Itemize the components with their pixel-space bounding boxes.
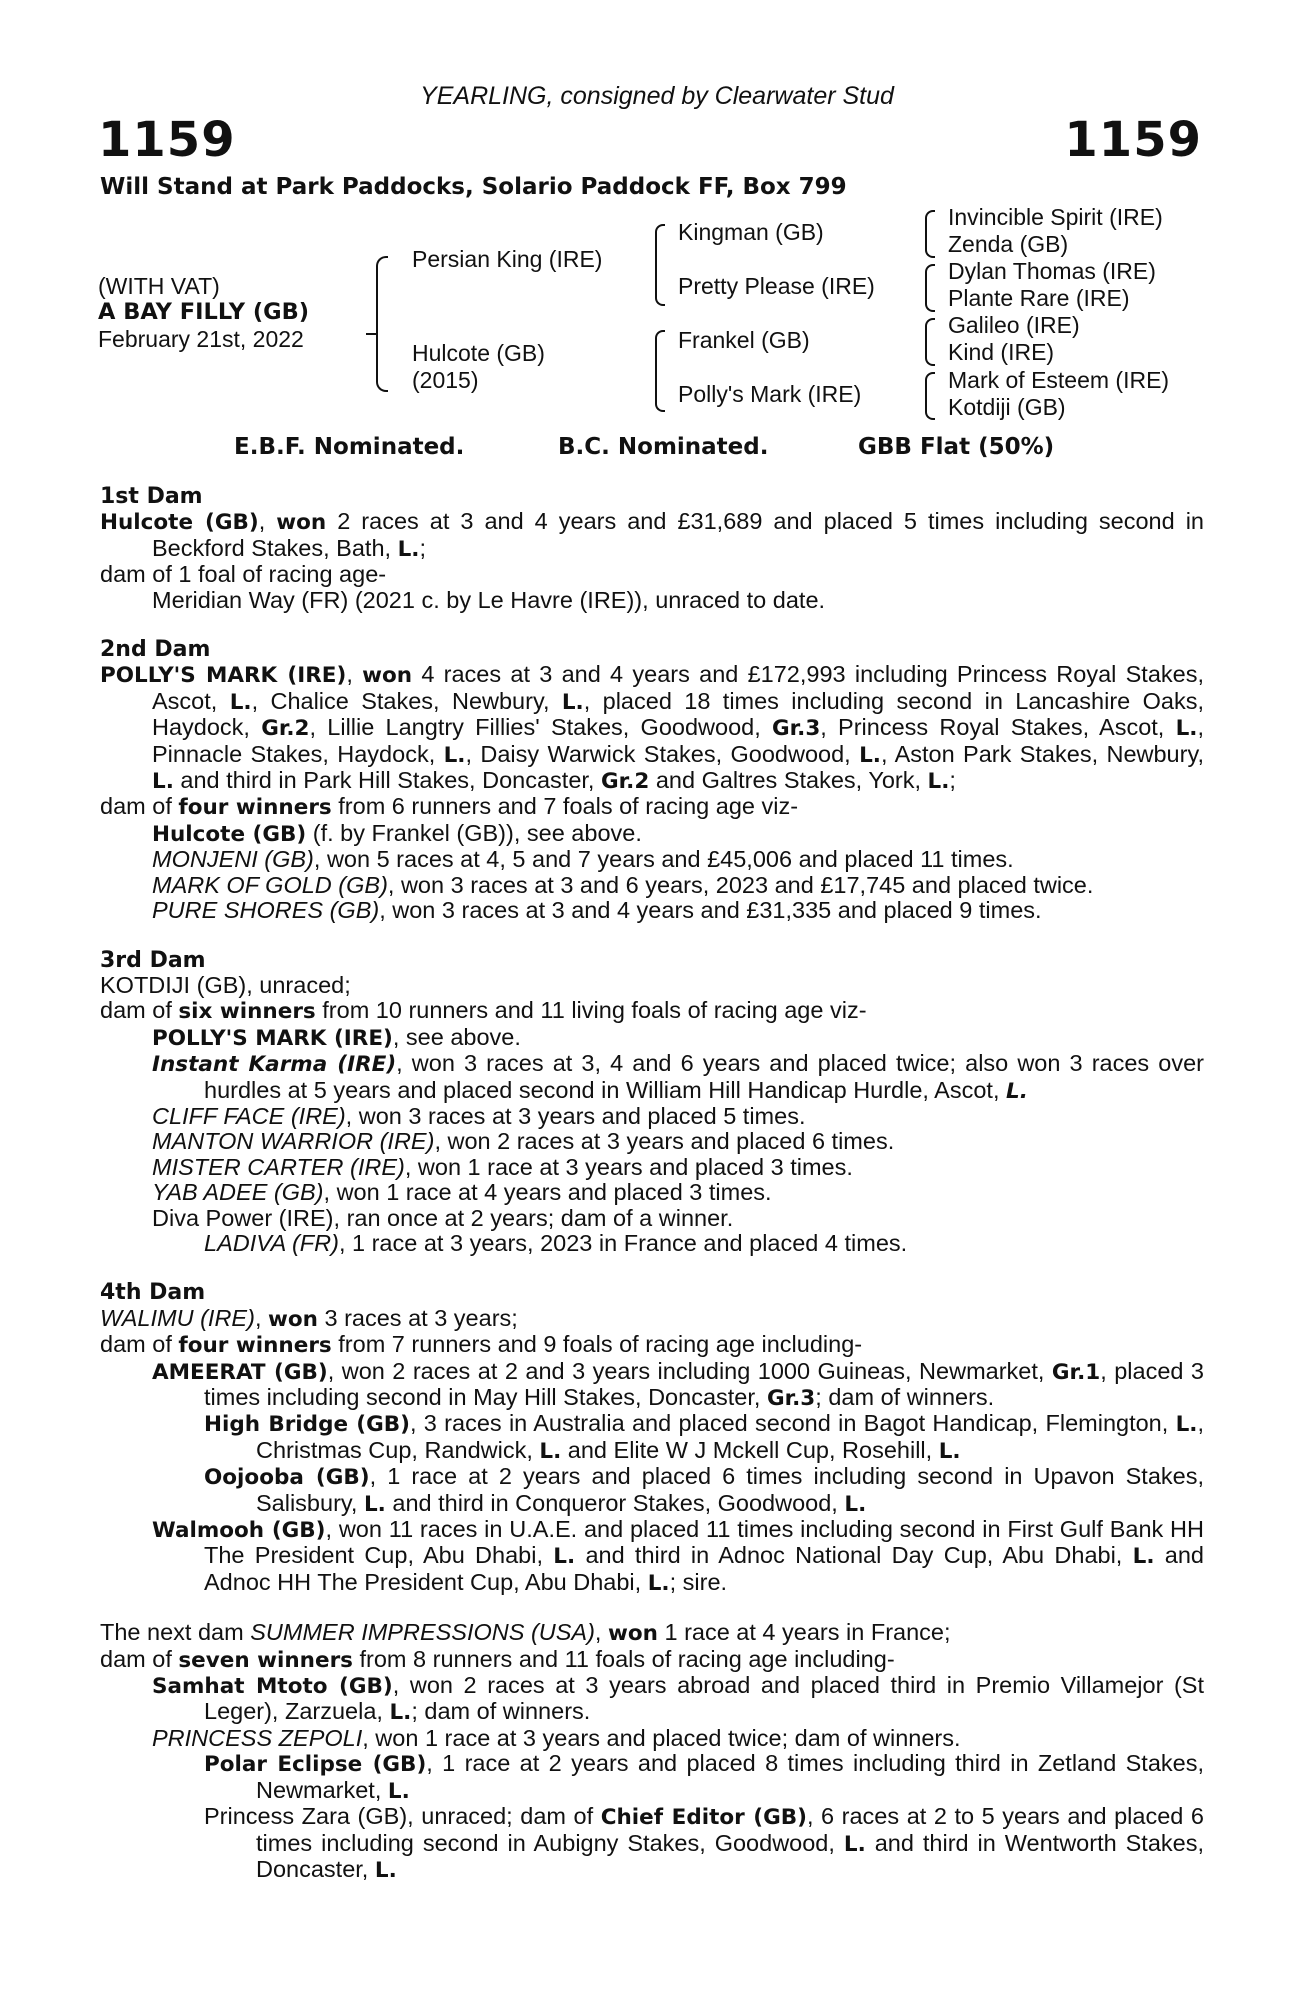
dam-name: WALIMU (IRE) bbox=[100, 1304, 255, 1331]
foal-entry bbox=[100, 821, 1204, 847]
brace bbox=[655, 330, 665, 372]
record-text: and Adnoc HH The President Cup, Abu Dhabi, bbox=[204, 1542, 1204, 1595]
foal-name: YAB ADEE (GB) bbox=[152, 1179, 324, 1206]
record-text: , 6 races at 2 to 5 years and placed 6 times including second in Aubigny Stakes, Goodwood, bbox=[256, 1803, 1204, 1856]
winners-count: seven winners bbox=[178, 1647, 353, 1673]
record-text: 2 races at 3 and 4 years and £31,689 and placed 5 times including second in Beckford Stakes, Bath, bbox=[152, 508, 1204, 561]
section-heading: 4th Dam bbox=[100, 1280, 206, 1306]
dam-record: KOTDIJI (GB), unraced; bbox=[100, 971, 351, 998]
listed-mark: L. bbox=[553, 1544, 576, 1570]
foal-entry bbox=[100, 1180, 1204, 1205]
listed-mark: L. bbox=[387, 1778, 410, 1804]
record-text: , 1 race at 3 years, 2023 in France and placed 4 times. bbox=[338, 1229, 908, 1256]
listed-mark: L. bbox=[229, 689, 252, 715]
dam-of-line bbox=[100, 1647, 1204, 1673]
ebf-nomination: E.B.F. Nominated. bbox=[234, 434, 465, 460]
brace bbox=[366, 333, 376, 335]
won-label: won bbox=[362, 663, 413, 689]
foal-entry bbox=[100, 1517, 1204, 1596]
group-mark: Gr.2 bbox=[600, 769, 650, 795]
sds: Dylan Thomas (IRE) bbox=[948, 258, 1156, 284]
sdd: Plante Rare (IRE) bbox=[948, 285, 1130, 311]
grand-foal-entry bbox=[100, 1751, 1204, 1804]
dsd: Kind (IRE) bbox=[948, 339, 1055, 365]
brace bbox=[925, 236, 935, 258]
ddd: Kotdiji (GB) bbox=[948, 394, 1066, 420]
dam-name: Hulcote (GB) bbox=[100, 510, 259, 536]
record-text: and third in Adnoc National Day Cup, Abu Dhabi, bbox=[575, 1542, 1133, 1569]
foal-name: MARK OF GOLD (GB) bbox=[152, 871, 388, 898]
listed-mark: L. bbox=[374, 1857, 397, 1883]
record-text: , won 3 races at 3, 4 and 6 years and placed twice; also won 3 races over hurdles at 5 years and placed second in William Hill Handicap Hurdle, Ascot, bbox=[204, 1050, 1204, 1103]
sire-dam: Pretty Please (IRE) bbox=[678, 273, 875, 299]
record-text: and third in Park Hill Stakes, Doncaster, bbox=[173, 767, 601, 794]
record-text: and Elite W J Mckell Cup, Rosehill, bbox=[561, 1436, 939, 1463]
third-dam-section bbox=[100, 948, 1204, 1257]
foal-name: MISTER CARTER (IRE) bbox=[152, 1153, 405, 1180]
listed-mark: L. bbox=[389, 1700, 412, 1726]
brace bbox=[925, 372, 935, 400]
foal-name: Instant Karma (IRE) bbox=[152, 1052, 397, 1078]
record-text: The next dam bbox=[100, 1619, 251, 1646]
listed-mark: L. bbox=[363, 1491, 386, 1517]
foal-entry bbox=[100, 1359, 1204, 1412]
grand-foal-entry bbox=[100, 1411, 1204, 1464]
record-text: , see above. bbox=[392, 1023, 521, 1050]
record-text: , Princess Royal Stakes, Ascot, bbox=[820, 714, 1176, 741]
sss: Invincible Spirit (IRE) bbox=[948, 204, 1163, 230]
foal-entry bbox=[100, 1155, 1204, 1180]
record-text: Princess Zara (GB), unraced; dam of bbox=[204, 1803, 601, 1830]
dds: Mark of Esteem (IRE) bbox=[948, 367, 1170, 393]
group-mark: Gr.3 bbox=[771, 716, 821, 742]
record-text: , won 2 races at 3 years abroad and placed third in Premio Villamejor (St Leger), Zarzuela, bbox=[204, 1672, 1205, 1725]
foal-entry bbox=[100, 1104, 1204, 1129]
foal-name: Hulcote (GB) bbox=[152, 821, 307, 847]
consignor-line: YEARLING, consigned by Clearwater Stud bbox=[420, 82, 894, 110]
brace bbox=[655, 370, 665, 412]
brace bbox=[925, 290, 935, 312]
record-text: ; sire. bbox=[669, 1568, 728, 1595]
vat-note: (WITH VAT) bbox=[98, 273, 220, 299]
record-text: , bbox=[594, 1619, 608, 1646]
section-heading: 1st Dam bbox=[100, 484, 203, 509]
record-text: ; bbox=[949, 767, 956, 794]
lot-number-left: 1159 bbox=[98, 112, 236, 168]
sire: Persian King (IRE) bbox=[412, 246, 603, 272]
record-text: and third in Conqueror Stakes, Goodwood, bbox=[385, 1489, 845, 1516]
foal-name: PRINCESS ZEPOLI bbox=[152, 1724, 363, 1751]
dss: Galileo (IRE) bbox=[948, 312, 1080, 338]
first-dam-section bbox=[100, 484, 1204, 613]
record-text: , Christmas Cup, Randwick, bbox=[256, 1410, 1204, 1463]
stabling-location: Will Stand at Park Paddocks, Solario Paddock FF, Box 799 bbox=[100, 174, 847, 200]
listed-mark: L. bbox=[859, 742, 881, 768]
bc-nomination: B.C. Nominated. bbox=[558, 434, 769, 460]
foal-entry: Meridian Way (FR) (2021 c. by Le Havre (IRE)), unraced to date. bbox=[152, 586, 826, 613]
foal-name: AMEERAT (GB) bbox=[152, 1359, 328, 1385]
dam-year: (2015) bbox=[412, 367, 479, 393]
record-text: , won 1 race at 3 years and placed 3 times. bbox=[404, 1153, 853, 1180]
foal-name: MONJENI (GB) bbox=[152, 846, 314, 873]
dam-of-line: dam of 1 foal of racing age- bbox=[100, 561, 387, 588]
foal-name: Walmooh (GB) bbox=[152, 1518, 326, 1544]
brace bbox=[925, 318, 935, 346]
group-mark: Gr.3 bbox=[766, 1386, 816, 1411]
foal-name: Chief Editor (GB) bbox=[600, 1805, 807, 1831]
foal-name: CLIFF FACE (IRE) bbox=[152, 1102, 346, 1129]
record-text: , Aston Park Stakes, Newbury, bbox=[880, 740, 1204, 767]
foal-entry bbox=[100, 847, 1204, 872]
record-text: , won 5 races at 4, 5 and 7 years and £45,006 and placed 11 times. bbox=[313, 846, 1014, 873]
record-text: ; dam of winners. bbox=[815, 1384, 995, 1410]
dam-name: SUMMER IMPRESSIONS (USA) bbox=[250, 1619, 595, 1646]
foal-entry bbox=[100, 873, 1204, 898]
record-text: 3 races at 3 years; bbox=[317, 1304, 518, 1331]
grand-foal-entry bbox=[100, 1804, 1204, 1883]
brace bbox=[925, 398, 935, 420]
foal-name: LADIVA (FR) bbox=[204, 1229, 339, 1256]
record-text: , won 2 races at 3 years and placed 6 times. bbox=[434, 1128, 895, 1155]
listed-mark: L. bbox=[938, 1438, 961, 1464]
record-text: , Lillie Langtry Fillies' Stakes, Goodwood, bbox=[309, 714, 772, 741]
listed-mark: L. bbox=[1132, 1544, 1155, 1570]
listed-mark: L. bbox=[561, 689, 584, 715]
group-mark: Gr.2 bbox=[261, 716, 310, 742]
foal-entry: Diva Power (IRE), ran once at 2 years; dam of a winner. bbox=[152, 1204, 734, 1231]
foal-entry bbox=[100, 1129, 1204, 1154]
record-text: and Galtres Stakes, York, bbox=[649, 767, 928, 794]
listed-mark: L. bbox=[397, 536, 420, 562]
listed-mark: L. bbox=[647, 1570, 670, 1596]
dam-sire: Frankel (GB) bbox=[678, 327, 810, 353]
brace bbox=[925, 210, 935, 238]
dam: Hulcote (GB) bbox=[412, 340, 545, 366]
record-text: , Daisy Warwick Stakes, Goodwood, bbox=[465, 740, 860, 767]
won-label: won bbox=[268, 1306, 318, 1332]
foal-name: Samhat Mtoto (GB) bbox=[152, 1674, 393, 1700]
listed-mark: L. bbox=[844, 1491, 867, 1517]
listed-mark: L. bbox=[1006, 1078, 1028, 1104]
record-text: , won 3 races at 3 and 4 years and £31,335 and placed 9 times. bbox=[379, 897, 1042, 924]
dam-dam: Polly's Mark (IRE) bbox=[678, 381, 862, 407]
won-label: won bbox=[276, 510, 327, 536]
dam-record: POLLY'S MARK (IRE), won 4 races at 3 and 4 years and £172,993 including Princess Royal Stakes, Ascot, L., Chalice Stakes, Newbury, L., placed 18 times including second in Lancashire Oaks, Haydock, Gr.2, Lillie Langtry Fillies' Stakes, Goodwood, Gr.3, Princess Royal Stakes, Ascot, L., Pinnacle Stakes, Haydock, L., Daisy Warwick Stakes, Goodwood, L., Aston Park Stakes, Newbury, L. and third in Park Hill Stakes, Doncaster, Gr.2 and Galtres Stakes, York, L.; bbox=[100, 661, 1204, 795]
fourth-dam-section bbox=[100, 1280, 1204, 1596]
brace bbox=[925, 264, 935, 292]
record-text: , placed 3 times including second in May Hill Stakes, Doncaster, bbox=[204, 1357, 1204, 1410]
brace bbox=[376, 340, 388, 392]
winners-count: six winners bbox=[178, 999, 316, 1025]
foal-entry bbox=[100, 898, 1204, 923]
dam-name: POLLY'S MARK (IRE) bbox=[100, 663, 347, 689]
listed-mark: L. bbox=[927, 769, 950, 795]
foal-entry bbox=[100, 1051, 1204, 1104]
dam-record bbox=[100, 1620, 1204, 1646]
foal-name: POLLY'S MARK (IRE) bbox=[152, 1025, 393, 1051]
record-text: from 7 runners and 9 foals of racing age including- bbox=[331, 1331, 863, 1358]
listed-mark: L. bbox=[152, 769, 174, 795]
record-text: (f. by Frankel (GB)), see above. bbox=[306, 819, 642, 846]
record-text: , won 1 race at 3 years and placed twice; dam of winners. bbox=[362, 1724, 961, 1751]
record-text: , 1 race at 2 years and placed 6 times including second in Upavon Stakes, Salisbury, bbox=[256, 1463, 1205, 1516]
gbb-status: GBB Flat (50%) bbox=[858, 434, 1055, 460]
grand-foal-entry bbox=[100, 1464, 1204, 1517]
winners-count: four winners bbox=[178, 795, 332, 821]
dam-of-line bbox=[100, 1332, 1204, 1358]
ssd: Zenda (GB) bbox=[948, 231, 1069, 257]
record-text: ; bbox=[419, 534, 426, 561]
record-text: , 3 races in Australia and placed second in Bagot Handicap, Flemington, bbox=[409, 1410, 1176, 1437]
foal-name: Oojooba (GB) bbox=[204, 1465, 370, 1491]
record-text: , Pinnacle Stakes, Haydock, bbox=[152, 714, 1204, 767]
second-dam-section bbox=[100, 637, 1204, 923]
grand-foal-entry bbox=[100, 1231, 1204, 1256]
record-text: 4 races at 3 and 4 years and £172,993 including Princess Royal Stakes, Ascot, bbox=[152, 661, 1204, 714]
listed-mark: L. bbox=[1175, 716, 1198, 742]
record-text: , won 1 race at 4 years and placed 3 times. bbox=[323, 1179, 772, 1206]
brace bbox=[655, 264, 665, 306]
foal-entry bbox=[100, 1025, 1204, 1051]
record-text: and third in Wentworth Stakes, Doncaster, bbox=[256, 1829, 1205, 1882]
record-text: , won 3 races at 3 and 6 years, 2023 and £17,745 and placed twice. bbox=[387, 871, 1094, 898]
record-text: dam of bbox=[100, 1645, 179, 1672]
brace bbox=[925, 344, 935, 366]
listed-mark: L. bbox=[443, 742, 466, 768]
record-text: dam of bbox=[100, 1331, 179, 1358]
foal-name: High Bridge (GB) bbox=[204, 1412, 410, 1438]
listed-mark: L. bbox=[1175, 1412, 1198, 1438]
record-text: from 6 runners and 7 foals of racing age viz- bbox=[331, 793, 799, 820]
dam-of-line bbox=[100, 794, 1204, 820]
record-text: from 8 runners and 11 foals of racing age including- bbox=[352, 1645, 895, 1672]
listed-mark: L. bbox=[843, 1831, 866, 1857]
record-text: , 1 race at 2 years and placed 8 times including third in Zetland Stakes, Newmarket, bbox=[256, 1750, 1205, 1803]
record-text: from 10 runners and 11 living foals of racing age viz- bbox=[315, 997, 867, 1024]
section-heading: 2nd Dam bbox=[100, 637, 211, 663]
foal-entry bbox=[100, 1726, 1204, 1751]
foaling-date: February 21st, 2022 bbox=[98, 326, 304, 352]
foal-name: MANTON WARRIOR (IRE) bbox=[152, 1128, 435, 1155]
record-text: dam of bbox=[100, 997, 179, 1024]
foal-name: PURE SHORES (GB) bbox=[152, 897, 380, 924]
record-text: 1 race at 4 years in France; bbox=[657, 1619, 951, 1646]
record-text: , Chalice Stakes, Newbury, bbox=[251, 687, 562, 714]
dam-record bbox=[100, 1306, 1204, 1332]
record-text: , won 11 races in U.A.E. and placed 11 times including second in First Gulf Bank HH The President Cup, Abu Dhabi, bbox=[204, 1516, 1204, 1569]
listed-mark: L. bbox=[539, 1438, 562, 1464]
foal-name: Polar Eclipse (GB) bbox=[204, 1752, 427, 1778]
record-text: , bbox=[254, 1304, 268, 1331]
produce-record bbox=[100, 484, 1204, 1907]
next-dam-section bbox=[100, 1620, 1204, 1883]
dam-of-line bbox=[100, 998, 1204, 1024]
sire-sire: Kingman (GB) bbox=[678, 219, 824, 245]
record-text: ; dam of winners. bbox=[411, 1698, 591, 1725]
lot-number-right: 1159 bbox=[1064, 112, 1202, 168]
won-label: won bbox=[607, 1621, 658, 1647]
winners-count: four winners bbox=[178, 1333, 332, 1359]
record-text: , won 3 races at 3 years and placed 5 times. bbox=[345, 1102, 806, 1129]
section-heading: 3rd Dam bbox=[100, 947, 206, 973]
horse-name: A BAY FILLY (GB) bbox=[98, 299, 310, 325]
record-text: , won 2 races at 2 and 3 years including 1000 Guineas, Newmarket, bbox=[327, 1357, 1052, 1384]
group-mark: Gr.1 bbox=[1051, 1359, 1101, 1385]
record-text: , placed 18 times including second in Lancashire Oaks, Haydock, bbox=[152, 687, 1204, 741]
dam-record: Hulcote (GB), won 2 races at 3 and 4 years and £31,689 and placed 5 times including second in Beckford Stakes, Bath, L.; bbox=[100, 508, 1204, 562]
record-text: dam of bbox=[100, 793, 179, 820]
foal-entry bbox=[100, 1673, 1204, 1726]
brace bbox=[655, 224, 665, 266]
